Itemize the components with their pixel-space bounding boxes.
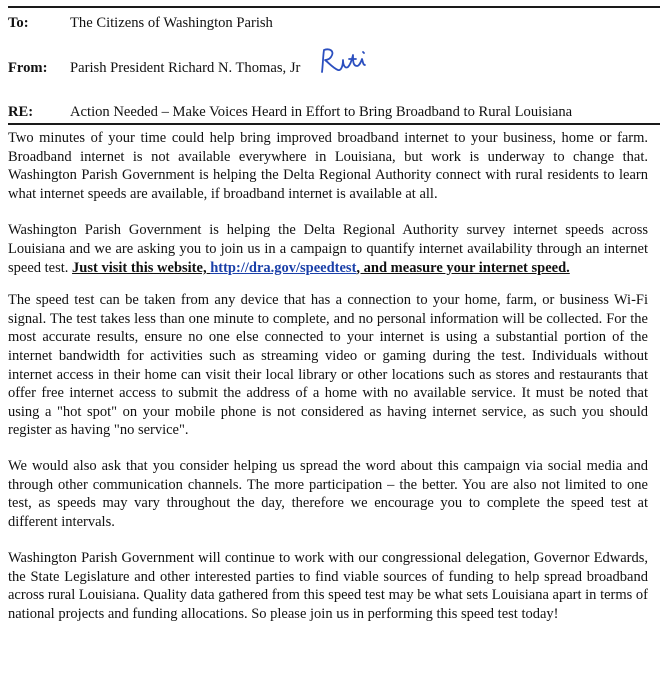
paragraph-1: Two minutes of your time could help bring improved broadband internet to your business, home or farm. Broadband internet is not available everywhere in Louisiana, but work is underway to change that. Washington Parish Government is helping the Delta Regional Authority connect with rural residents to learn what internet speeds are available, if broadband internet is available at all. [8, 130, 648, 202]
to-label: To: [8, 15, 29, 31]
memo-body [8, 129, 648, 642]
from-label: From: [8, 60, 48, 76]
top-divider [8, 6, 660, 8]
cta-prefix: Just visit this website, [72, 259, 207, 276]
re-label: RE: [8, 104, 34, 120]
paragraph-2-intro: Washington Parish Government is helping the Delta Regional Authority survey internet speeds across Louisiana and we are asking you to join us in a campaign to quantify internet availability through an internet speed test. [8, 222, 648, 276]
to-value: The Citizens of Washington Parish [70, 15, 273, 31]
signature-initials [318, 46, 368, 76]
paragraph-3: The speed test can be taken from any device that has a connection to your home, farm, or business Wi-Fi signal. The test takes less than one minute to complete, and no personal information will be collected. For the most accurate results, ensure no one else connected to your internet is using a substantial portion of the internet bandwidth for activities such as streaming video or gaming during the test. Individuals without internet access in their home can visit their local library or other locations such as stores and restaurants that offer free internet access to submit the address of a home with no available service. It must be noted that using a "hot spot" on your mobile phone is not considered as having internet service, as such you should register as having "no service". [8, 292, 648, 439]
re-divider [8, 123, 660, 125]
paragraph-5: Washington Parish Government will continue to work with our congressional delegation, Governor Edwards, the State Legislature and other interested parties to find viable sources of funding to help spread broadband across rural Louisiana. Quality data gathered from this speed test may be what sets Louisiana apart in terms of national projects and funding allocations. So please join us in performing this speed test today! [8, 550, 648, 623]
to-line [8, 14, 273, 32]
from-value: Parish President Richard N. Thomas, Jr [70, 60, 301, 76]
re-value: Action Needed – Make Voices Heard in Effort to Bring Broadband to Rural Louisiana [70, 104, 573, 120]
speedtest-link[interactable]: http://dra.gov/speedtest [210, 259, 357, 276]
speedtest-call-to-action [72, 260, 570, 276]
paragraph-4: We would also ask that you consider helping us spread the word about this campaign via social media and through other communication channels. The more participation – the better. You are also not limited to one test, as speeds may vary throughout the day, therefore we encourage you to complete the speed test at different intervals. [8, 457, 648, 530]
cta-suffix: , and measure your internet speed. [356, 259, 570, 276]
re-line [8, 103, 572, 121]
from-line [8, 59, 300, 77]
paragraph-2 [8, 221, 648, 277]
